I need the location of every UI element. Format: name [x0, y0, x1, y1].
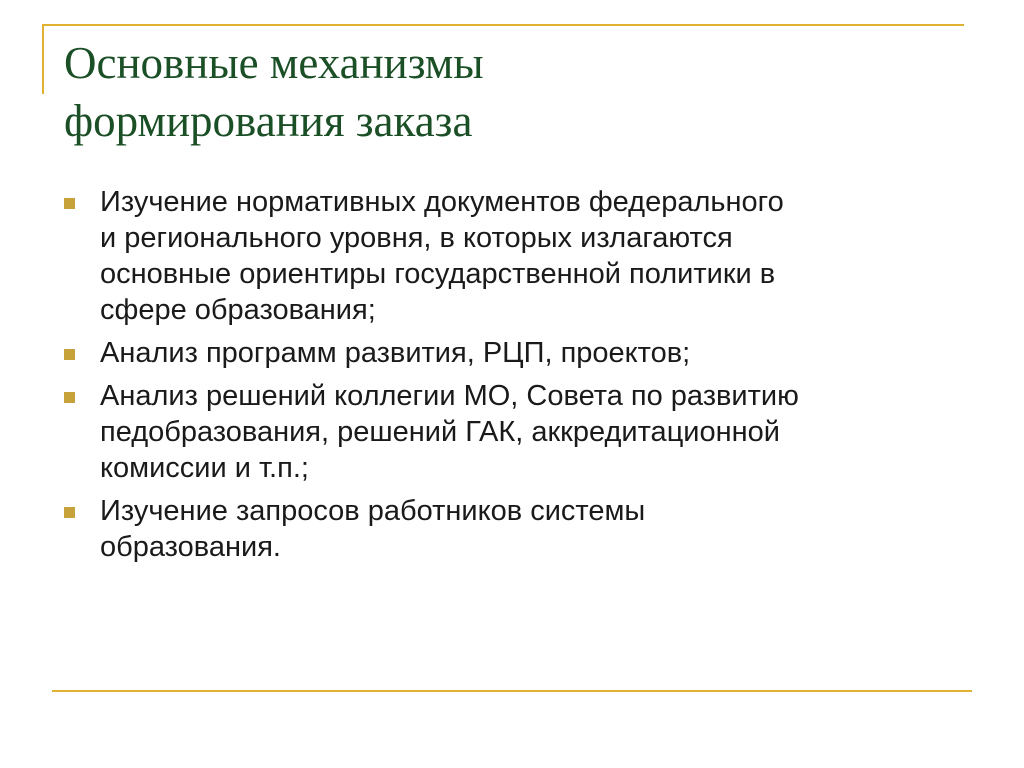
bullet-item: [64, 493, 964, 565]
square-bullet-icon: [64, 349, 75, 360]
bullet-line: комиссии и т.п.;: [100, 452, 309, 484]
bottom-accent-line: [52, 690, 972, 692]
bullet-text: [100, 378, 964, 486]
bullet-item: [64, 378, 964, 486]
slide-title: [64, 34, 964, 150]
bullet-line: сфере образования;: [100, 294, 376, 326]
bullet-line: педобразования, решений ГАК, аккредитационной: [100, 416, 780, 448]
left-accent-line: [42, 24, 44, 94]
top-accent-line: [42, 24, 964, 26]
title-line: Основные механизмы: [64, 38, 484, 88]
bullet-line: Изучение запросов работников системы: [100, 495, 646, 527]
bullet-item: [64, 184, 964, 328]
square-bullet-icon: [64, 392, 75, 403]
bullet-line: образования.: [100, 531, 281, 563]
bullet-line: и регионального уровня, в которых излагаются: [100, 222, 733, 254]
bullet-item: [64, 335, 964, 371]
square-bullet-icon: [64, 507, 75, 518]
square-bullet-icon: [64, 198, 75, 209]
bullet-list: [64, 184, 964, 572]
bullet-line: Анализ решений коллегии МО, Совета по развитию: [100, 380, 799, 412]
bullet-line: Изучение нормативных документов федерального: [100, 186, 784, 218]
bullet-text: [100, 493, 964, 565]
bullet-line: основные ориентиры государственной политики в: [100, 258, 776, 290]
bullet-text: [100, 335, 964, 371]
bullet-line: Анализ программ развития, РЦП, проектов;: [100, 337, 691, 369]
title-line: формирования заказа: [64, 96, 473, 146]
bullet-text: [100, 184, 964, 328]
